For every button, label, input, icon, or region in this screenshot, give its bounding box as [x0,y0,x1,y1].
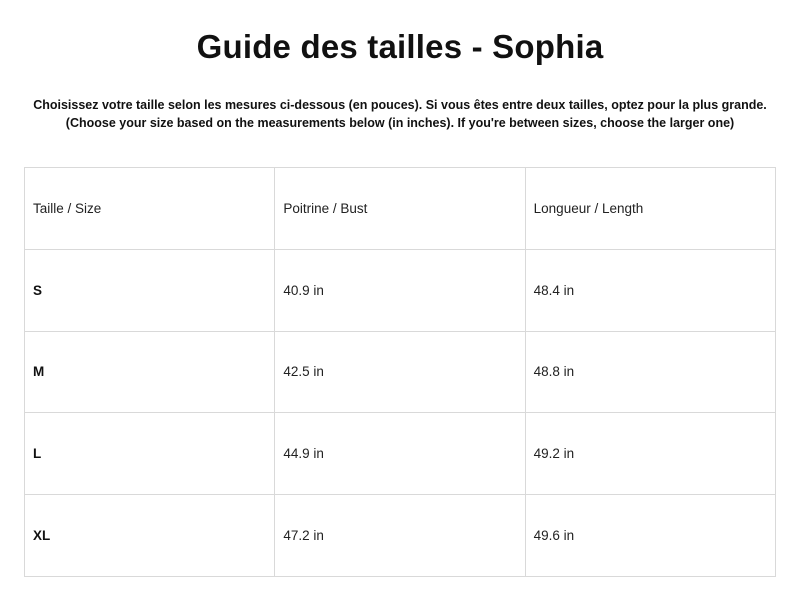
length-cell: 48.4 in [525,249,775,331]
size-cell: M [25,331,275,413]
length-cell: 48.8 in [525,331,775,413]
bust-cell: 44.9 in [275,413,525,495]
table-row [25,495,776,577]
table-row [25,331,776,413]
header-length: Longueur / Length [525,168,775,250]
length-cell: 49.2 in [525,413,775,495]
size-cell: S [25,249,275,331]
size-cell: XL [25,495,275,577]
page-title: Guide des tailles - Sophia [196,28,604,65]
bust-cell: 42.5 in [275,331,525,413]
header-bust: Poitrine / Bust [275,168,525,250]
table-row [25,413,776,495]
intro-line-english: (Choose your size based on the measurements below (in inches). If you're between sizes, choose the larger one) [65,116,735,130]
header-size: Taille / Size [25,168,275,250]
intro-text [0,96,800,132]
table-row [25,249,776,331]
table-header-row [25,168,776,250]
bust-cell: 40.9 in [275,249,525,331]
size-cell: L [25,413,275,495]
bust-cell: 47.2 in [275,495,525,577]
intro-line-french: Choisissez votre taille selon les mesures ci-dessous (en pouces). Si vous êtes entre deux tailles, optez pour la plus grande. [33,98,767,112]
size-chart-table [24,167,776,577]
length-cell: 49.6 in [525,495,775,577]
